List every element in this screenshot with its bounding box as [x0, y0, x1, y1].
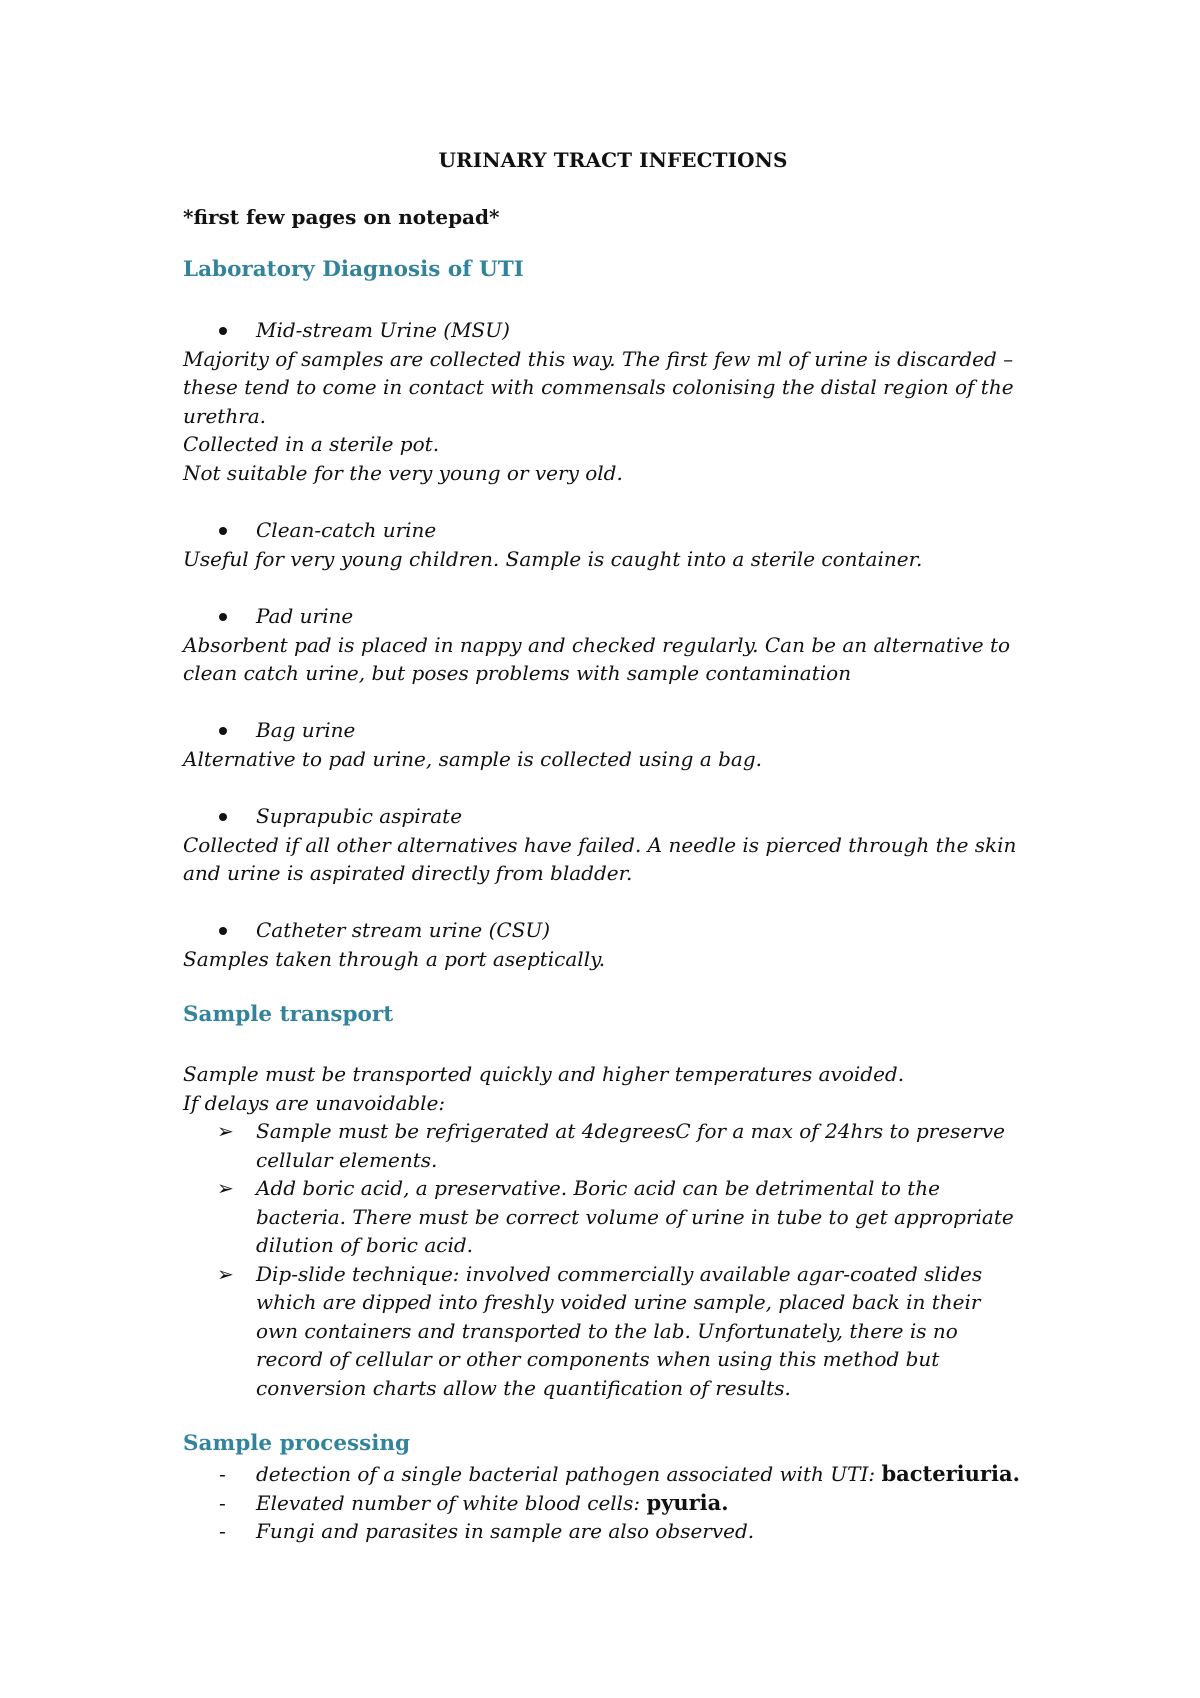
- heading-sample-processing: Sample processing: [183, 1431, 411, 1456]
- description-line: Alternative to pad urine, sample is collected using a bag.: [183, 746, 763, 771]
- bullet-label: Suprapubic aspirate: [256, 804, 463, 828]
- intro-line: Sample must be transported quickly and higher temperatures avoided.: [183, 1062, 905, 1086]
- item-suprapubic: [183, 802, 1043, 888]
- description-line: these tend to come in contact with commensals colonising the distal region of the: [183, 375, 1014, 399]
- page-title: URINARY TRACT INFECTIONS: [438, 148, 788, 172]
- description-line: Samples taken through a port aseptically.: [183, 946, 606, 971]
- transport-body: [183, 1060, 1043, 1402]
- dash-bullet-icon: -: [219, 1462, 226, 1486]
- dash-item-text: Fungi and parasites in sample are also observed.: [256, 1519, 755, 1543]
- processing-list: [183, 1460, 1043, 1546]
- description-line: Not suitable for the very young or very old.: [183, 460, 623, 485]
- description-line: Majority of samples are collected this way. The first few ml of urine is discarded –: [183, 346, 1014, 371]
- description-line: clean catch urine, but poses problems with sample contamination: [183, 661, 852, 685]
- bullet-icon: [219, 613, 227, 621]
- bullet-label: Clean-catch urine: [256, 518, 437, 542]
- arrow-list-item: [183, 1174, 1016, 1260]
- dash-bullet-icon: -: [219, 1519, 226, 1543]
- arrow-list: [183, 1117, 1043, 1402]
- bullet-label: Mid-stream Urine (MSU): [256, 318, 510, 342]
- bullet-item: [183, 916, 1043, 945]
- arrow-item-text: Dip-slide technique: involved commercially available agar-coated slides which are dipped into freshly voided urine sample, placed back in their own containers and transported to the lab. Unfortunately, there is no record of cellular or other components when using this method but conversion charts allow the quantification of results.: [256, 1261, 983, 1400]
- arrow-list-item: [183, 1117, 1016, 1174]
- arrow-bullet-icon: ➢: [217, 1261, 234, 1286]
- bullet-item: [183, 602, 1043, 631]
- dash-list-item: [183, 1517, 1043, 1546]
- bullet-icon: [219, 727, 227, 735]
- item-bag-urine: [183, 716, 1043, 773]
- bullet-icon: [219, 527, 227, 535]
- description-line: Useful for very young children. Sample is caught into a sterile container.: [183, 546, 923, 571]
- arrow-bullet-icon: ➢: [217, 1119, 234, 1143]
- heading-lab-diagnosis: Laboratory Diagnosis of UTI: [183, 257, 524, 282]
- notepad-note: *first few pages on notepad*: [183, 205, 500, 229]
- description-line: Absorbent pad is placed in nappy and checked regularly. Can be an alternative to: [183, 632, 1011, 657]
- arrow-item-text: Sample must be refrigerated at 4degreesC for a max of 24hrs to preserve cellular elements.: [256, 1119, 1005, 1172]
- description-line: and urine is aspirated directly from bladder.: [183, 861, 633, 885]
- dash-item-text: Elevated number of white blood cells:: [256, 1490, 647, 1515]
- bullet-item: [183, 716, 1043, 745]
- dash-item-text: detection of a single bacterial pathogen associated with UTI:: [256, 1462, 882, 1486]
- bullet-icon: [219, 813, 227, 821]
- dash-list-item: [183, 1489, 1043, 1518]
- bullet-icon: [219, 927, 227, 935]
- dash-bullet-icon: -: [219, 1490, 226, 1515]
- description-line: Collected in a sterile pot.: [183, 432, 440, 456]
- bullet-item: [183, 316, 1043, 345]
- bullet-item: [183, 516, 1043, 545]
- arrow-bullet-icon: ➢: [217, 1176, 234, 1200]
- item-clean-catch: [183, 516, 1043, 573]
- bullet-label: Pad urine: [256, 604, 354, 628]
- intro-line: If delays are unavoidable:: [183, 1090, 446, 1115]
- item-csu: [183, 916, 1043, 973]
- dash-list-item: [183, 1460, 1043, 1489]
- bullet-label: Bag urine: [256, 718, 356, 742]
- arrow-item-text: Add boric acid, a preservative. Boric acid can be detrimental to the bacteria. There must be correct volume of urine in tube to get appropriate dilution of boric acid.: [256, 1176, 1014, 1257]
- bullet-label: Catheter stream urine (CSU): [256, 918, 551, 942]
- bullet-item: [183, 802, 1043, 831]
- arrow-list-item: [183, 1260, 1016, 1403]
- description-line: Collected if all other alternatives have failed. A needle is pierced through the skin: [183, 832, 1017, 857]
- bold-term: bacteriuria.: [881, 1461, 1020, 1486]
- item-msu: [183, 316, 1043, 487]
- bold-term: pyuria.: [646, 1489, 729, 1515]
- heading-sample-transport: Sample transport: [183, 1002, 394, 1027]
- description-line: urethra.: [183, 403, 267, 428]
- item-pad-urine: [183, 602, 1043, 688]
- bullet-icon: [219, 327, 227, 335]
